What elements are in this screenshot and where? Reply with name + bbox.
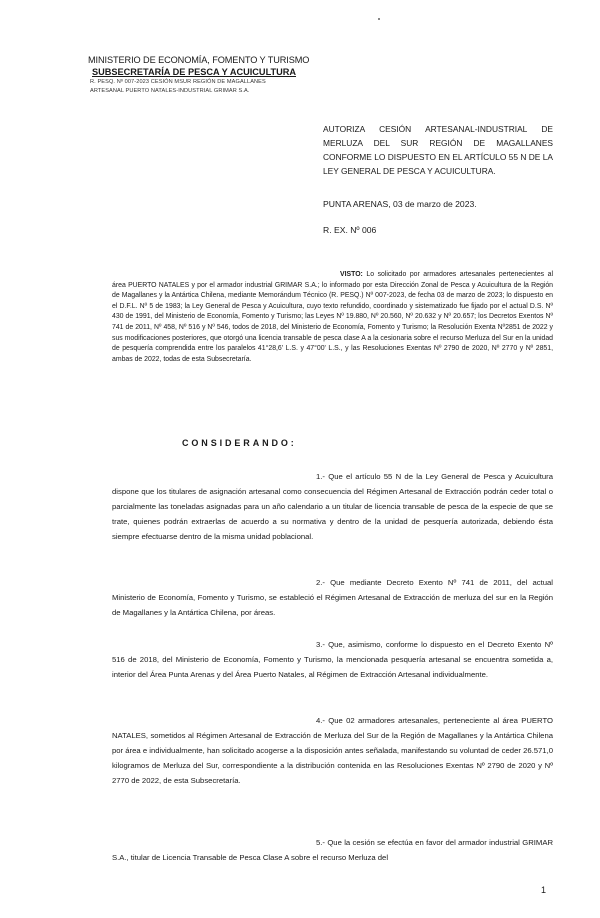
considerando-paragraph-2: 2.- Que mediante Decreto Exento Nº 741 de 2011, del actual Ministerio de Economía, Fomento y Turismo, se estableció el Régimen Artesanal de Extracción de merluza del sur en la Región de Magallanes y la Antártica Chilena, por áreas.: [112, 578, 553, 617]
visto-lead: VISTO:: [340, 271, 363, 278]
letterhead: [88, 55, 348, 96]
page-number: 1: [541, 885, 547, 895]
visto-paragraph: [112, 270, 553, 365]
resolution-title: AUTORIZA CESIÓN ARTESANAL-INDUSTRIAL DE MERLUZA DEL SUR REGIÓN DE MAGALLANES CONFORME LO DISPUESTO EN EL ARTÍCULO 55 N DE LA LEY GENERAL DE PESCA Y ACUICULTURA.: [323, 124, 553, 176]
considerando-paragraph-3: 3.- Que, asimismo, conforme lo dispuesto en el Decreto Exento Nº 516 de 2018, del Ministerio de Economía, Fomento y Turismo, la mencionada pesquería artesanal se encuentra sometida a, interior del Área Punta Arenas y del Área Puerto Natales, al Régimen de Extracción Artesanal individualmente.: [112, 640, 553, 679]
reference-line-1: R. PESQ. Nº 007-2023 CESIÓN MSUR REGIÓN DE MAGALLANES: [90, 79, 266, 85]
scan-mark: [378, 18, 380, 20]
considerando-heading: CONSIDERANDO:: [182, 438, 297, 448]
subsecretaria-name: SUBSECRETARÍA DE PESCA Y ACUICULTURA: [92, 67, 297, 77]
reference-line-2: ARTESANAL PUERTO NATALES-INDUSTRIAL GRIMAR S.A.: [90, 88, 250, 94]
place-and-date: PUNTA ARENAS, 03 de marzo de 2023.: [323, 199, 477, 209]
visto-text: Lo solicitado por armadores artesanales pertenecientes al área PUERTO NATALES y por el armador industrial GRIMAR S.A.; lo informado por esta Dirección Zonal de Pesca y Acuicultura de la Región de Magallanes y la Antártica Chilena, mediante Memorándum Técnico (R. PESQ.) Nº 007-2023, de fecha 03 de marzo de 2023; lo dispuesto en el D.F.L. Nº 5 de 1983; la Ley General de Pesca y Acuicultura, cuyo texto refundido, coordinado y sistematizado fue fijado por el actual D.S. Nº 430 de 1991, del Ministerio de Economía, Fomento y Turismo; las Leyes Nº 19.880, Nº 20.560, Nº 20.632 y Nº 20.657; los Decretos Exentos Nº 741 de 2011, Nº 458, Nº 516 y Nº 546, todos de 2018, del Ministerio de Economía, Fomento y Turismo; la Resolución Exenta Nº2851 de 2022 y sus modificaciones posteriores, que otorgó una licencia transable de pesca clase A a la cesionaria sobre el recurso Merluza del Sur en la unidad de pesquería comprendida entre los paralelos 41°28,6' L.S. y 47°00' L.S., y las Resoluciones Exentas Nº 2790 de 2020, Nº 2770 y Nº 2851, ambas de 2022, todas de esta Subsecretaría.: [112, 271, 553, 363]
ministry-name: MINISTERIO DE ECONOMÍA, FOMENTO Y TURISMO: [88, 55, 310, 65]
considerando-paragraph-1: 1.- Que el artículo 55 N de la Ley General de Pesca y Acuicultura dispone que los titulares de asignación artesanal como consecuencia del Régimen Artesanal de Extracción podrán ceder total o parcialmente las toneladas asignadas para un año calendario a un titular de licencia transable de pesca de la especie de que se trate, quienes podrán extraerlas de acuerdo a su normativa y dentro de la unidad de pesquería autorizada, debiendo ésta siempre efectuarse dentro de la misma unidad poblacional.: [112, 472, 553, 541]
considerando-paragraph-5: 5.- Que la cesión se efectúa en favor del armador industrial GRIMAR S.A., titular de Licencia Transable de Pesca Clase A sobre el recurso Merluza del: [112, 838, 553, 862]
resolution-number: R. EX. Nº 006: [323, 225, 377, 235]
considerando-paragraph-4: 4.- Que 02 armadores artesanales, perteneciente al área PUERTO NATALES, sometidos al Régimen Artesanal de Extracción de Merluza del Sur de la Región de Magallanes y la Antártica Chilena por área e individualmente, han solicitado acogerse a la disposición antes señalada, manifestando su voluntad de ceder 26.571,0 kilogramos de Merluza del Sur, correspondiente a la distribución contenida en las Resoluciones Exentas Nº 2790 de 2020 y Nº 2770 de 2022, de esta Subsecretaría.: [112, 716, 553, 785]
